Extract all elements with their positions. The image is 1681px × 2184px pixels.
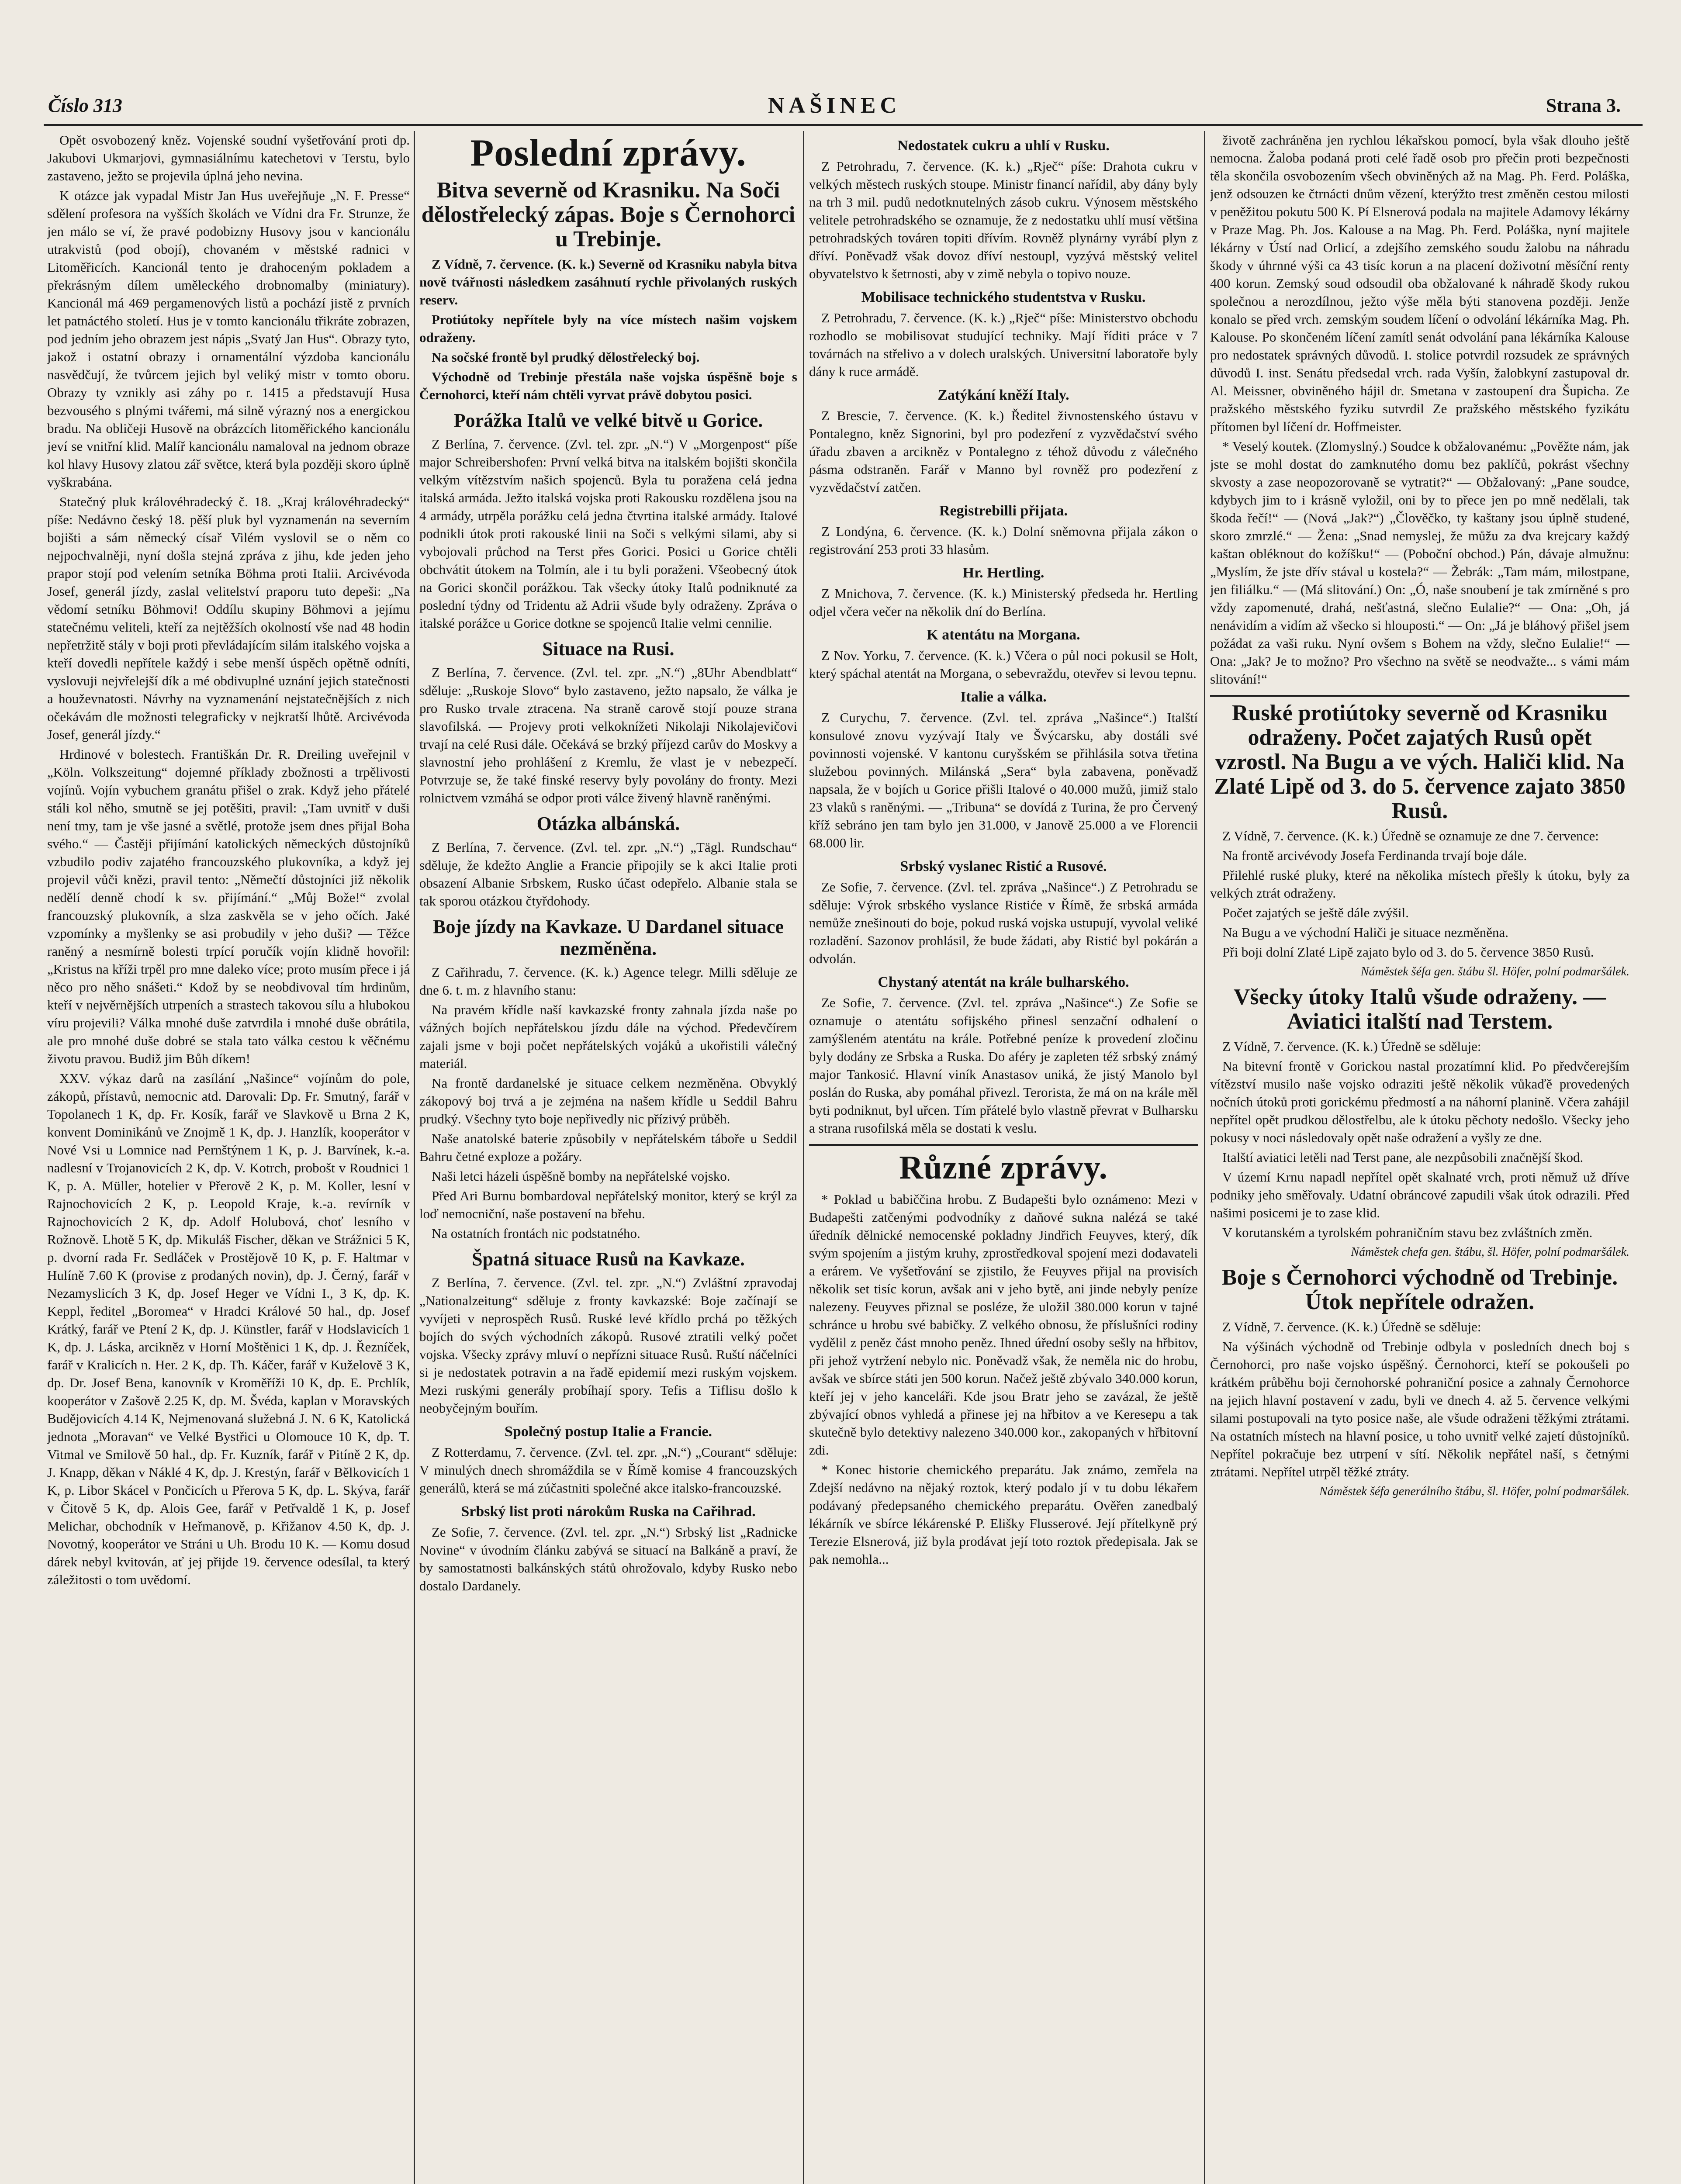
article-jan-hus: K otázce jak vypadal Mistr Jan Hus uveřejňuje „N. F. Presse“ sdělení profesora na vyšších školách ve Vídni dra Fr. Strunze, že jen málo se ví, že pravé podobizny Husovy jsou v kancionálu utrakvistů (pod obojí), chovaném v městské radnici v Litoměřicích. Kancionál tento je drahoceným pokladem a překrásným dílem uměleckého drobnomalby (miniatury). Kancionál má 469 pergamenových listů a pochází jistě z prvních let patnáctého století. Hus je v tomto kancionálu třikráte zobrazen, pod jedním jeho obrazem jest nápis „Svatý Jan Hus“. Obrazy tyto, jakož i ostatní obrazy i ornamentální výzdoba kancionálu nasvědčují, že tvůrcem jejich byl veliký mistr v tomto oboru. Obrazy ty vznikly asi záhy po r. 1415 a představují Husa bezvousého s plnými tvářemi, má silně výrazný nos a energickou bradu. Na obličeji Husově na obrázcích litoměřického kancionálu jeví se vnitřní klid. Malíř kancionálu namaloval na jednom obraze kol hlavy Husovy zlatou zář světce, která byla později skoro úplně vyškrabána. <box>47 188 410 490</box>
section-rule <box>1210 695 1629 697</box>
paragraph: Z Rotterdamu, 7. července. (Zvl. tel. zpr. „N.“) „Courant“ sděluje: V minulých dnech shromáždila se v Římě komise 4 francouzských generálů, která se má zúčastniti společné akce italsko-francouzské. <box>419 1444 797 1496</box>
page-header <box>48 90 1621 121</box>
column-4 <box>1210 131 1629 2184</box>
paragraph: Z Vídně, 7. července. (K. k.) Úředně se oznamuje ze dne 7. července: <box>1222 828 1599 843</box>
paragraph: * Veselý koutek. (Zlomyslný.) Soudce k obžalovanému: „Pověžte nám, jak jste se mohl dostat do zamknutého domu bez paklíčů, pokrást všechny skvosty a zase neopozorovaně se vytratit?“ — Obžalovaný: „Pane soudce, kdybych jim to i krásně vyložil, oni by to přece jen po mně nedělali, tak škoda řečí!“ — (Nová „Jak?“) „Člověčko, ty kaštany jsou úplně studené, skoro zmrzlé.“ — Žena: „Snad nemyslej, že můžu za dva krejcary každý kaštan obléknout do kožíšku!“ — (Poboční obchod.) Pán, dávaje almužnu: „Myslím, že jste dřív stával u kostela?“ — Žebrák: „Tam mám, milostpane, jen filiálku.“ — (Má slitování.) On: „Ó, naše snoubení je tak zmírněné s pro vždy zapomenuté, drahá, nešťastná, slečno Eulalie?“ — Ona: „Oh, já nenávidím a vidím až všecko si hlouposti.“ — On: „Já je bláhový přišel jsem požádat za vaši ruku. Nyní ovšem s Bohem na vždy, slečno Eulalie!“ — Ona: „Jak? Je to možno? Pro všechno na světě se neodvažte... s vámi mám slitování!“ <box>1210 439 1629 687</box>
headline-italy-war: Italie a válka. <box>960 689 1047 705</box>
paragraph: Přilehlé ruské pluky, které na několika místech přešly k útoku, byly za velkých ztrát odraženy. <box>1210 867 1629 901</box>
paragraph: životě zachráněna jen rychlou lékařskou pomocí, byla však dlouho ještě nemocna. Žaloba podaná proti celé řadě osob pro přečin proti bezpečnosti těla skončila osvobozením všech obviněných až na Mag. Ph. Ferd. Poláška, jenž odsouzen ke čtrnácti dnům vězení, kterýžto trest změněn cestou milosti v peněžitou pokutu 500 K. Pí Elsnerová podala na majitele Adamovy lékárny v Praze Mag. Ph. Jos. Kalouse a na Mag. Ph. Ferd. Poláška, nyní majitele lékárny v Ústí nad Orlicí, a zdejšího zemského soudu žalobu na náhradu škody v úhrnné výši ca 43 tisíc korun a na placení doživotní měsíční renty 400 korun. Zemský soud odsoudil oba obžalované k náhradě škody rukou společnou a nerozdílnou, ježto výše měla býti stanovena později. Jenže konalo se před vrch. zemským soudem líčení o odvolání lékárníka Mag. Ph. Kalouse. Po skončeném líčení zamítl senát odvolání pana lékárníka Kalouse pro nedostatek správných důvodů. I. stolice potvrdil rozsudek ze správných důvodů I. inst. Senátu předsedal vrch. rada Vyšín, žalobkyní zastupoval dr. Al. Meissner, obviněného hájil dr. Smetana v zastoupení dra Šupicha. Ze pražského městského fyziku sutvrdil Ze pražského městského fyzikátu přítomen byl líčení dr. Hoffmeister. <box>1210 132 1629 434</box>
column-divider <box>414 131 415 2184</box>
column-divider <box>1204 131 1205 2184</box>
paragraph: Na Bugu a ve východní Haliči je situace nezměněna. <box>1222 925 1509 940</box>
paragraph: * Poklad u babiččina hrobu. Z Budapešti bylo oznámeno: Mezi v Budapešti zatčenými podvodníky z daňové sukna nalézá se také úředník dělnické nemocenské pokladny Jindřich Feuyves, který, dík svým spojením a jistým kruhy, zprostředkoval spojení mezi dodavateli a erárem. Ve vyšetřování se zjistilo, že Feuyves přijal na provisích několik set tisíc korun, avšak ani v jeho bytě, ani jinde nebyly peníze nalezeny. Feuyves přiznal se posléze, že uložil 380.000 korun v tajné schránce u hrobu své babičky. Z velkého obnosu, že příslušníci rodiny vydělil z peněz část mnoho peněz. Ihned úřední osoby sešly na hřbitov, při jehož vytržení nebylo nic. Poněvadž však, že neměla nic do hrobu, avšak ve sbírce státi jen 500 korun. Načež ještě zbývalo 340.000 korun, kteří jej v jeho kanceláři. Kde jsou Bratr jeho se zavázal, že ještě zbývající obnos vyhledá a přinese jej na hřbitov a ve Keresepu a tak skutečně bylo detektivy nalezeno 340.000 kor., zakopaných v hřbitovní zdi. <box>809 1192 1198 1458</box>
paragraph: Z Berlína, 7. července. (Zvl. tel. zpr. „N.“) „8Uhr Abendblatt“ sděluje: „Ruskoje Slovo“ bylo zastaveno, ježto napsalo, že válka je pro Rusko trvale ztracena. Na straně carově stojí pouze strana slavofilská. — Projevy proti velkoknížeti Nikolaji Nikolajevičovi trvají na celé Rusi dále. Očekává se brzký příjezd carův do Moskvy a slavnostní jeho prohlášení z Kremlu, že vlast je v nebezpečí. Potvrzuje se, že také finské reservy byly povolány do fronty. Mezi rolnictvem vzmáhá se odpor proti válce živený hlavně raněnými. <box>419 665 797 805</box>
paragraph: V korutanském a tyrolském pohraničním stavu bez zvláštních změn. <box>1222 1225 1593 1240</box>
paragraph: Z Vídně, 7. července. (K. k.) Úředně se sděluje: <box>1222 1319 1481 1334</box>
headline-morgan: K atentátu na Morgana. <box>927 627 1080 643</box>
paragraph: Z Cařihradu, 7. července. (K. k.) Agence telegr. Milli sděluje ze dne 6. t. m. z hlavního stanu: <box>419 964 797 998</box>
headline-hertling: Hr. Hertling. <box>962 565 1045 581</box>
paragraph: Na pravém křídle naší kavkazské fronty zahnala jízda naše po vážných bojích nepřátelskou jízdu dále na východ. Předevčírem zajali jsme v boji počet nepřátelských vojáků a ukořistili válečný materiál. <box>419 1002 797 1071</box>
paragraph: Ze Sofie, 7. července. (Zvl. tel. zpráva „Našince“.) Z Petrohradu se sděluje: Výrok srbského vyslance Ristiće v Římě, že srbská armáda nemůže znešinouti do boje, pokud ruská vojska ustupují, vyvolal veliké rozladění. Sazonov prohlásil, že bude žádati, aby Ristić byl pokárán a odvolán. <box>809 879 1198 966</box>
section-title-misc: Různé zprávy. <box>899 1149 1108 1186</box>
column-2 <box>419 131 797 2184</box>
article-heroes: Hrdinové v bolestech. Františkán Dr. R. Dreiling uveřejnil v „Köln. Volkszeitung“ dojemné příklady zbožnosti a trpělivosti vojínů. Vojín vybuchem granátu přišel o zrak. Když jeho přátelé stáli kol něho, smutně se jej potěšiti, pravil: „Tam uvnitř v duši není tmy, tam je vše jasné a světlé, protože jsem dnes přijal Boha svého.“ — Častěji přijímání katolických německých důstojníků vzbudilo podiv zajatého francouzského plukovníka, a když jej projevil vůči knězi, pravil tento: „Němečtí důstojníci již několik nedělí denně chodí k sv. přijímání.“ „Můj Bože!“ zvolal francouzský plukovník, a slza zaskvěla se v jeho očích. Jaké vzpomínky a myšlenky se asi probudily v jeho duši? — Těžce raněný a nesmírně bolesti trpící poručík vojín klidně hovořil: „Kristus na kříži trpěl pro mne daleko více; proto musím přece i já něco pro něho snášeti.“ Kdož by se neobdivoval tím hrdinům, kteří v nejvěrnějších utrpeních a strastech takovou sílu a hlubokou víru projevili? Válka mnohé duše zatvrdila i mnohé duše obrátila, ale pro mnohé duše dobré se stala tato válka cestou k věčnému životu pravou. Budiž jim Bůh díkem! <box>47 746 410 1066</box>
section-rule <box>809 1144 1198 1146</box>
paragraph: Východně od Trebinje přestála naše vojska úspěšně boje s Černohorci, kteří nám chtěli vyrvat právě dobytou posici. <box>419 369 797 402</box>
headline-caucasus: Boje jízdy na Kavkaze. U Dardanel situace nezměněna. <box>433 916 784 959</box>
column-3 <box>809 131 1198 2184</box>
issue-number: Číslo 313 <box>48 95 122 116</box>
paragraph: Italští aviatici letěli nad Terst pane, ale nezpůsobili značnější škod. <box>1222 1150 1584 1165</box>
headline-students: Mobilisace technického studentstva v Rusku. <box>861 289 1146 305</box>
headline-russia: Situace na Rusi. <box>542 638 674 660</box>
paragraph: Na frontě dardanelské je situace celkem nezměněna. Obvyklý zákopový boj trvá a je zejména na našem křídle u Seddil Bahru prudký. Všechny tyto boje nepřivedly nic přízivý průběh. <box>419 1075 797 1127</box>
paragraph: Na výšinách východně od Trebinje odbyla v posledních dnech boj s Černohorci, pro naše vojsko úspěšný. Černohorci, kteří se pokoušeli po krátkém průběhu boji černohorské pohraniční posice a zahnaly Černohorce na jejich hlavní postavení v zadu, byli ve dnech 4. až 5. července velkými silami postupovali na tyto posice naše, ale všude odraženi těžkými ztrátami. Na ostatních místech na hlavní posice, u toho uvnitř velké zajetí důstojníků. Nepřítel pokračuje bez utrpení v sítí. Několik nepřátel naší, s četnými ztrátami. Nepřítel utrpěl těžké ztráty. <box>1210 1339 1629 1479</box>
paragraph: * Konec historie chemického preparátu. Jak známo, zemřela na Zdejší nedávno na nějaký roztok, který podalo jí v tu dobu lékařem podávaný předepsaného chemického preparátu. Ověřen zanedbalý lékárník ve sbírce lékárenské P. Elišky Flusserové. Její přítelkyně prý Terezie Elsnerová, již byla prodávat její toto roztok předepisala. Jak se pak nemohla... <box>809 1462 1198 1567</box>
paragraph: V území Krnu napadl nepřítel opět skalnaté vrch, proti němuž už dříve podniky jeho směřovaly. Udatní obráncové zapudili však útok odrazili. Před našimi posicemi je to zase klid. <box>1210 1169 1629 1220</box>
article-priest-freed: Opět osvobozený kněz. Vojenské soudní vyšetřování proti dp. Jakubovi Ukmarjovi, gymnasiálnímu katechetovi v Terstu, bylo zastaveno, ježto se projevila úplná jeho nevina. <box>47 132 410 183</box>
paragraph: Z Berlína, 7. července. (Zvl. tel. zpr. „N.“) Zvláštní zpravodaj „Nationalzeitung“ sděluje z fronty kavkazské: Boje začínají se vyvíjeti v neprospěch Rusů. Ruské levé křídlo prchá po těžkých bojích do svých východních zákopů. Rusové ztratili velký počet vojska. Všecky zprávy mluví o nepřízni situace Rusů. Ruští náčelníci si je nedostatek potravin a na řadě epidemií mezi ruským vojskem. Mezi ruskými generály probíhají spory. Tefis a Tiflisu došlo k neobyčejným bouřím. <box>419 1275 797 1416</box>
paragraph: Z Petrohradu, 7. července. (K. k.) „Rječ“ píše: Ministerstvo obchodu rozhodlo se mobilisovat studující techniky. Mají říditi práce v 7 továrnách na střelivo a v dolech uralských. Universitní laboratoře byly dány k ruce armádě. <box>809 310 1198 379</box>
header-rule <box>44 124 1643 126</box>
headline-italy-france: Společný postup Italie a Francie. <box>504 1424 713 1440</box>
headline-krasnik: Bitva severně od Krasniku. Na Soči dělostřelecký zápas. Boje s Černohorci u Trebinje. <box>421 178 796 252</box>
paragraph: Naše anatolské baterie způsobily v nepřátelském táboře u Seddil Bahru četné exploze a požáry. <box>419 1131 797 1164</box>
paragraph: Ze Sofie, 7. července. (Zvl. tel. zpráva „Našince“.) Ze Sofie se oznamuje o atentátu sofijského přinesl senzační odhalení o zamýšleném atentátu na krále. Potřebné peníze k provedení zločinu byly dodány ze Srbska a Ruska. Do aféry je zapleten též srbský známý major Tankosić. Hlavní viník Anastasov uniká, že jistý Manolo byl poslán do Ruska, aby pomáhal přivezl. Terorista, že má on na krále měl byti podniknut, byl uřcen. Tím přátelé bylo vlastně převrat v Bulharsku a strana rusofilská měla se dostati k veslu. <box>809 995 1198 1136</box>
paragraph: Na sočské frontě byl prudký dělostřelecký boj. <box>432 349 700 365</box>
paragraph: Z Londýna, 6. července. (K. k.) Dolní sněmovna přijala zákon o registrování 253 proti 33 hlasům. <box>809 524 1198 557</box>
paragraph: Z Nov. Yorku, 7. července. (K. k.) Včera o půl noci pokusil se Holt, který spáchal atentát na Morgana, o sebevraždu, otevřev si levou tepnu. <box>809 648 1198 681</box>
paragraph: Z Mnichova, 7. července. (K. k.) Ministerský předseda hr. Hertling odjel včera večer na několik dní do Berlína. <box>809 586 1198 619</box>
paragraph: Na frontě arcivévody Josefa Ferdinanda trvají boje dále. <box>1222 848 1527 863</box>
paragraph: Před Ari Burnu bombardoval nepřátelský monitor, který se krýl za loď nemocniční, naše postavení na břehu. <box>419 1188 797 1221</box>
paragraph: Počet zajatých se ještě dále zvýšil. <box>1222 905 1409 920</box>
paragraph: Z Curychu, 7. července. (Zvl. tel. zpráva „Našince“.) Italští konsulové znovu vyzývají Italy ve Švýcarsku, aby dostáli své povinnosti vojenské. V kantonu curyšském se přihlásila sotva třetina služebou povinných. Milánská „Sera“ byla zabavena, poněvadž napsala, že v bojích u Gorice přišli Italové o 40.000 mužů, jimiž stalo 23 vlaků s raněnými. — „Tribuna“ se dovídá z Turina, že pro Červený kříž sebráno jen tam bylo jen 31.000, v Janově 25.000 a ve Florencii 68.000 lir. <box>809 710 1198 850</box>
section-title-latest-news: Poslední zprávy. <box>470 132 747 174</box>
paragraph: Z Petrohradu, 7. července. (K. k.) „Rječ“ píše: Drahota cukru v velkých městech ruských stoupe. Ministr financí nařídil, aby dány byly na trh 3 mil. pudů nedotknutelných zásob cukru. Výnosem městského velitele petrohradského se oznamuje, že z nedostatku uhlí musí většina petrohradských továren topiti dřívím. Rovněž plynárny vyrábí plyn z dříví. Poněvadž však dovoz dříví nestoupl, vyzývá městský velitel obyvatelstvo k šetrnosti, aby v zimě nebyla o topivo nouze. <box>809 159 1198 281</box>
headline-montenegro: Boje s Černohorci východně od Trebinje. Útok nepřítele odražen. <box>1221 1265 1618 1314</box>
article-donations: XXV. výkaz darů na zasílání „Našince“ vojínům do pole, zákopů, přístavů, nemocnic atd. Darovali: Dp. Fr. Smutný, farář v Topolanech 1 K, dp. Fr. Kosík, farář ve Slavkově u Brna 2 K, konvent Dominikánů ve Znojmě 1 K, dp. J. Hanzlík, kooperátor v Nové Vsi u Lomnice nad Pernštýnem 1 K, p. J. Barvínek, k.-a. nadlesní v Trojanovicích 2 K, dp. V. Kotrch, probošt v Roudnici 1 K, p. A. Müller, hotelier v Přerově 2 K, p. M. Koller, lesní v Rajnochovicích 2 K, p. Leopold Kraje, k.-a. revírník v Rajnochovicích 2 K, dp. Adolf Holubová, choť lesního v Rožnově. Lhotě 5 K, dp. Mikuláš Fischer, děkan ve Strážnici 5 K, p. dvorní rada Fr. Sedláček v Prostějově 10 K, p. F. Haltmar v Hulíně 7.60 K (provise z prodaných novin), dp. J. Černý, farář v Nezamyslicích 3 K, dp. Josef Heger ve Vídni I., 3 K, dp. K. Keppl, ředitel „Boromea“ v Hradci Králové 50 hal., dp. Josef Krátký, farář ve Ptení 2 K, dp. J. Künstler, farář v Hodslavicích 1 K, dp. J. Láska, arcikněz v Horní Moštěnici 1 K, dp. J. Řezníček, farář v Kralicích n. Her. 2 K, dp. Th. Káčer, farář v Kuželově 3 K, dp. Dr. Josef Bena, kanovník v Kroměříži 10 K, dp. E. Prchlík, kooperátor v Zašově 2.25 K, dp. M. Švéda, kaplan v Moravských Budějovicích 4.14 K, Nejmenovaná služebná J. N. 6 K, Katolická jednota „Moravan“ ve Velké Bystřici u Olomouce 10 K, dp. T. Vitmal ve Smilově 50 hal., dp. Fr. Kuzník, farář v Pitíně 2 K, dp. J. Knapp, děkan v Náklé 4 K, dp. J. Krestýn, farář v Bělkovicích 1 K, p. Libor Skácel v Pončicích u Přerova 5 K, dp. L. Skýva, farář v Čitově 5 K, dp. Alois Gee, farář v Petřvaldě 1 K, p. Josef Melichar, obchodník v Heřmanově, p. Křižanov 4.50 K, dp. J. Novotný, kooperátor ve Stráni u Uh. Brodu 10 K. — Komu dosud dárek nebyl kvitován, ať jej přijde 19. července odesílal, ta který záležitosti o tom uvědomí. <box>47 1071 410 1587</box>
paragraph: Z Berlína, 7. července. (Zvl. tel. zpr. „N.“) „Tägl. Rundschau“ sděluje, že kdežto Anglie a Francie připojily se k akci Italie proti obsazení Albanie Srbskem, Rusko účast odepřelo. Albanie stala se tak sporou otázkou čtyřdohody. <box>419 840 797 909</box>
masthead-title: NAŠINEC <box>768 93 901 118</box>
headline-albania: Otázka albánská. <box>536 813 680 834</box>
page-number: Strana 3. <box>1546 95 1621 116</box>
paragraph: Z Vídně, 7. července. (K. k.) Severně od Krasniku nabyla bitva nově tvářnosti následkem zasáhnutí rychle přivolaných ruských reserv. <box>419 256 797 308</box>
paragraph: Při boji dolní Zlaté Lipě zajato bylo od 3. do 5. července 3850 Rusů. <box>1222 944 1594 960</box>
headline-sugar-coal: Nedostatek cukru a uhlí v Rusku. <box>897 138 1110 154</box>
signature: Náměstek šéfa gen. štábu šl. Höfer, polní podmaršálek. <box>1360 965 1629 978</box>
headline-priests-arrest: Zatýkání kněží Italy. <box>937 387 1069 403</box>
headline-russian-counterattacks: Ruské protiútoky severně od Krasniku odraženy. Počet zajatých Rusů opět vzrostl. Na Bugu a ve vých. Haliči klid. Na Zlaté Lipě od 3. do 5. července zajato 3850 Rusů. <box>1214 701 1626 823</box>
headline-italian-attacks: Všecky útoky Italů všude odraženy. — Aviatici italští nad Terstem. <box>1233 985 1606 1034</box>
headline-registration: Registrebilli přijata. <box>939 503 1068 519</box>
signature: Náměstek chefa gen. štábu, šl. Höfer, polní podmaršálek. <box>1351 1245 1629 1259</box>
paragraph: Z Vídně, 7. července. (K. k.) Úředně se sděluje: <box>1222 1039 1481 1054</box>
headline-gorice: Porážka Italů ve velké bitvě u Gorice. <box>453 410 763 431</box>
headline-serbian-paper: Srbský list proti nárokům Ruska na Cařihrad. <box>461 1503 756 1520</box>
paragraph: Na ostatních frontách nic podstatného. <box>432 1226 640 1241</box>
paragraph: Z Brescie, 7. července. (K. k.) Ředitel živnostenského ústavu v Pontalegno, kněz Signorini, byl pro podezření z vyzvědačství svého úřadu zbaven a arcikněz v Pontalegno z téhož důvodu z válečného pásma odstraněn. Farář v Manno byl rovněž pro podezření z vyzvědačství zatčen. <box>809 408 1198 495</box>
paragraph: Protiútoky nepřítele byly na více místech našim vojskem odraženy. <box>419 312 797 345</box>
headline-bulgarian-king: Chystaný atentát na krále bulharského. <box>878 974 1129 990</box>
column-1 <box>47 131 410 2184</box>
paragraph: Ze Sofie, 7. července. (Zvl. tel. zpr. „N.“) Srbský list „Radnicke Novine“ v úvodním článku zabývá se situací na Balkáně a praví, že by samostatnosti balkánských států ohrožovalo, kdyby Rusko nebo dostalo Dardanely. <box>419 1524 797 1593</box>
paragraph: Na bitevní frontě v Gorickou nastal prozatímní klid. Po předvčerejším vítězství musilo naše vojsko odraziti ještě několik vůkaďě provedených nočních útoků proti gorickému předmostí a na náhorní planině. Včera zahájil nepřítel opět prudkou dělostřelbu, ale k útoku pěchoty nedošlo. Všecky jeho pokusy v noci následovaly opět naše odražení a vyšly ze dne. <box>1210 1058 1629 1145</box>
signature: Náměstek šéfa generálního štábu, šl. Höfer, polní podmaršálek. <box>1319 1485 1629 1498</box>
headline-russian-situation-caucasus: Špatná situace Rusů na Kavkaze. <box>472 1248 745 1270</box>
paragraph: Naši letci házeli úspěšně bomby na nepřátelské vojsko. <box>432 1168 730 1184</box>
column-divider <box>803 131 804 2184</box>
paragraph: Z Berlína, 7. července. (Zvl. tel. zpr. „N.“) V „Morgenpost“ píše major Schreibershofen: První velká bitva na italském bojišti skončila velkým vítězstvím našich spojenců. Byla tu poražena celá jedna italská armáda. Ježto italská vojska proti Rakousku rozdělena jsou na 4 armády, utrpěla porážku celá jedna čtvrtina italské armády. Italové podnikli útok proti rakouské linii na Soči s velkými silami, aby si vybojovali průchod na Terst přes Gorici. Posici u Gorice chtěli obchvátit útokem na Tolmín, ale i tu byli poraženi. Všeobecný útok na Gorici skončil porážkou. Tak všecky útoky Italů podniknuté za poslední týdny od Tridentu až Adrii všude byly odraženy. Zpráva o italské porážce u Gorice dotkne se spojenců Italie velmi cennilie. <box>419 436 797 631</box>
headline-ristic: Srbský vyslanec Ristić a Rusové. <box>900 858 1107 874</box>
article-regiment-18: Statečný pluk královéhradecký č. 18. „Kraj královéhradecký“ píše: Nedávno český 18. pěší pluk byl vyznamenán na severním bojišti a sám německý císař Vilém vyslovil se o něm co nejpochvalněji, nyní došla stejná zpráva z jihu, kde jeden jeho prapor stojí pod velením setníka Böhma proti Italii. Arcivévoda Josef, generál jízdy, zaslal velitelství praporu tuto depeši: „Na vědomí setníku Böhmovi! Oddílu skupiny Böhmovi a jejímu statečnému veliteli, kteří za nejtěžších okolností vše nad 48 hodin nepřetržitě stály v boji proti převládajícím silám italského vojska a kteří dovedli nepřítele každý i sebe menší úspěch opětně odníti, vyslovuji nejvřelejší dík a mé obdivuplné uznání jejich statečnosti a houževnatosti. Návrhy na vyznamenání nejstatečnějších z nich očekávám dle možnosti telegraficky v nejkratší lhůtě. Arcivévoda Josef, generál jízdy.“ <box>47 494 410 742</box>
